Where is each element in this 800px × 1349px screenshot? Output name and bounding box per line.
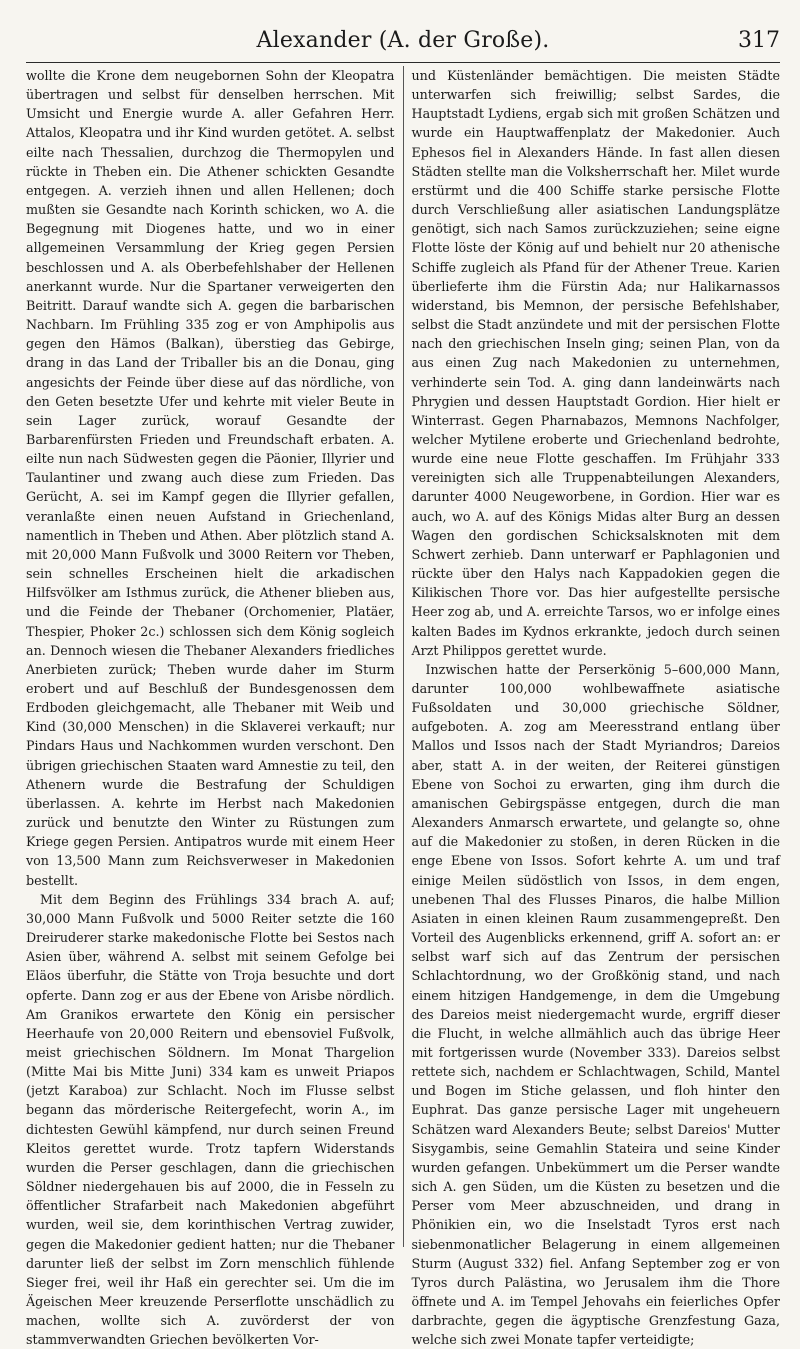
page-number: 317 xyxy=(738,28,780,53)
paragraph: Inzwischen hatte der Perserkönig 5–600,000 Mann, darunter 100,000 wohlbewaffnete asiatische Fußsoldaten und 30,000 griechische Söldner, aufgeboten. A. zog am Meeresstrand entlang über Mallos und Issos nach der Stadt Myriandros; Dareios aber, statt A. in der weiten, der Reiterei günstigen Ebene von Sochoi zu erwarten, ging ihm durch die amanischen Gebirgspässe entgegen, durch die man Alexanders Anmarsch erwartete, und gelangte so, ohne auf die Makedonier zu stoßen, in deren Rücken in die enge Ebene von Issos. Sofort kehrte A. um und traf einige Meilen südöstlich von Issos, in dem engen, unebenen Thal des Flusses Pinaros, die halbe Million Asiaten in einen kleinen Raum zusammengepreßt. Den Vorteil des Augenblicks erkennend, griff A. sofort an: er selbst warf sich auf das Zentrum der persischen Schlachtordnung, wo der Großkönig stand, und nach einem hitzigen Handgemenge, in dem die Umgebung des Dareios meist niedergemacht wurde, ergriff dieser die Flucht, in welche allmählich auch das übrige Heer mit fortgerissen wurde (November 333). Dareios selbst rettete sich, nachdem er Schlachtwagen, Schild, Mantel und Bogen im Stiche gelassen, und floh hinter den Euphrat. Das ganze persische Lager mit ungeheuern Schätzen ward Alexanders Beute; selbst Dareios' Mutter Sisygambis, seine Gemahlin Stateira und seine Kinder wurden gefangen. Unbekümmert um die Perser wandte sich A. gen Süden, um die Küsten zu besetzen und die Perser vom Meer abzuschneiden, und drang in Phönikien ein, wo die Inselstadt Tyros erst nach siebenmonatlicher Belagerung in einem allgemeinen Sturm (August 332) fiel. Anfang September zog er von Tyros durch Palästina, wo Jerusalem ihm die Thore öffnete und A. im Tempel Jehovahs ein feierliches Opfer darbrachte, gegen die ägyptische Grenzfestung Gaza, welche sich zwei Monate tapfer verteidigte; xyxy=(411,661,780,1348)
text-columns xyxy=(26,66,780,1348)
paragraph: und Küstenländer bemächtigen. Die meisten Städte unterwarfen sich freiwillig; selbst Sardes, die Hauptstadt Lydiens, ergab sich mit großen Schätzen und wurde ein Hauptwaffenplatz der Makedonier. Auch Ephesos fiel in Alexanders Hände. In fast allen diesen Städten stellte man die Volksherrschaft her. Milet wurde erstürmt und die 400 Schiffe starke persische Flotte durch Verschließung aller asiatischen Landungsplätze genötigt, sich nach Samos zurückzuziehen; seine eigne Flotte löste der König auf und behielt nur 20 athenische Schiffe zugleich als Pfand für der Athener Treue. Karien überlieferte ihm die Fürstin Ada; nur Halikarnassos widerstand, bis Memnon, der persische Befehlshaber, selbst die Stadt anzündete und mit der persischen Flotte nach den griechischen Inseln ging; seinen Plan, von da aus einen Zug nach Makedonien zu unternehmen, verhinderte sein Tod. A. ging dann landeinwärts nach Phrygien und dessen Hauptstadt Gordion. Hier hielt er Winterrast. Gegen Pharnabazos, Memnons Nachfolger, welcher Mytilene eroberte und Griechenland bedrohte, wurde eine neue Flotte geschaffen. Im Frühjahr 333 vereinigten sich alle Truppenabteilungen Alexanders, darunter 4000 Neugeworbene, in Gordion. Hier war es auch, wo A. auf des Königs Midas alter Burg an dessen Wagen den gordischen Schicksalsknoten mit dem Schwert zerhieb. Dann unterwarf er Paphlagonien und rückte über den Halys nach Kappadokien gegen die Kilikischen Thore vor. Das hier aufgestellte persische Heer zog ab, und A. erreichte Tarsos, wo er infolge eines kalten Bades im Kydnos erkrankte, jedoch durch seinen Arzt Philippos gerettet wurde. xyxy=(411,68,780,658)
left-column xyxy=(26,66,404,1348)
paragraph: wollte die Krone dem neugebornen Sohn der Kleopatra übertragen und selbst für denselben herrschen. Mit Umsicht und Energie wurde A. aller Gefahren Herr. Attalos, Kleopatra und ihr Kind wurden getötet. A. selbst eilte nach Thessalien, durchzog die Thermopylen und rückte in Theben ein. Die Athener schickten Gesandte entgegen. A. verzieh ihnen und allen Hellenen; doch mußten sie Gesandte nach Korinth schicken, wo A. die Begegnung mit Diogenes hatte, und wo in einer allgemeinen Versammlung der Krieg gegen Persien beschlossen und A. als Oberbefehlshaber der Hellenen anerkannt wurde. Nur die Spartaner verweigerten den Beitritt. Darauf wandte sich A. gegen die barbarischen Nachbarn. Im Frühling 335 zog er von Amphipolis aus gegen den Hämos (Balkan), überstieg das Gebirge, drang in das Land der Triballer bis an die Donau, ging angesichts der Feinde über diese auf das nördliche, von den Geten besetzte Ufer und kehrte mit vieler Beute in sein Lager zurück, worauf Gesandte der Barbarenfürsten Frieden und Freundschaft erbaten. A. eilte nun nach Südwesten gegen die Päonier, Illyrier und Taulantiner und zwang auch diese zum Frieden. Das Gerücht, A. sei im Kampf gegen die Illyrier gefallen, veranlaßte einen neuen Aufstand in Griechenland, namentlich in Theben und Athen. Aber plötzlich stand A. mit 20,000 Mann Fußvolk und 3000 Reitern vor Theben, sein schnelles Erscheinen hielt die arkadischen Hilfsvölker am Isthmus zurück, die Athener blieben aus, und die Feinde der Thebaner (Orchomenier, Platäer, Thespier, Phoker 2c.) schlossen sich dem König sogleich an. Dennoch wiesen die Thebaner Alexanders friedliches Anerbieten zurück; Theben wurde daher im Sturm erobert und auf Beschluß der Bundesgenossen dem Erdboden gleichgemacht, alle Thebaner mit Weib und Kind (30,000 Menschen) in die Sklaverei verkauft; nur Pindars Haus und Nachkommen wurden verschont. Den übrigen griechischen Staaten ward Amnestie zu teil, den Athenern wurde die Bestrafung der Schuldigen überlassen. A. kehrte im Herbst nach Makedonien zurück und benutzte den Winter zu Rüstungen zum Kriege gegen Persien. Antipatros wurde mit einem Heer von 13,500 Mann zum Reichsverweser in Makedonien bestellt. xyxy=(26,68,395,888)
running-title: Alexander (A. der Große). xyxy=(256,28,550,53)
paragraph: Mit dem Beginn des Frühlings 334 brach A. auf; 30,000 Mann Fußvolk und 5000 Reiter setzte die 160 Dreiruderer starke makedonische Flotte bei Sestos nach Asien über, während A. selbst mit seinem Gefolge bei Eläos überfuhr, die Stätte von Troja besuchte und dort opferte. Dann zog er aus der Ebene von Arisbe nördlich. Am Granikos erwartete den König ein persischer Heerhaufe von 20,000 Reitern und ebensoviel Fußvolk, meist griechischen Söldnern. Im Monat Thargelion (Mitte Mai bis Mitte Juni) 334 kam es unweit Priapos (jetzt Karaboa) zur Schlacht. Noch im Flusse selbst begann das mörderische Reitergefecht, worin A., im dichtesten Gewühl kämpfend, nur durch seinen Freund Kleitos gerettet wurde. Trotz tapfern Widerstands wurden die Perser geschlagen, dann die griechischen Söldner niedergehauen bis auf 2000, die in Fesseln zu öffentlicher Strafarbeit nach Makedonien abgeführt wurden, weil sie, dem korinthischen Vertrag zuwider, gegen die Makedonier gedient hatten; nur die Thebaner darunter ließ der selbst im Zorn menschlich fühlende Sieger frei, weil ihr Haß ein gerechter sei. Um die im Ägeischen Meer kreuzende Perserflotte unschädlich zu machen, wollte sich A. zuvörderst der von stammverwandten Griechen bevölkerten Vor- xyxy=(26,891,395,1348)
page-header xyxy=(26,22,780,63)
right-column xyxy=(404,66,781,1348)
